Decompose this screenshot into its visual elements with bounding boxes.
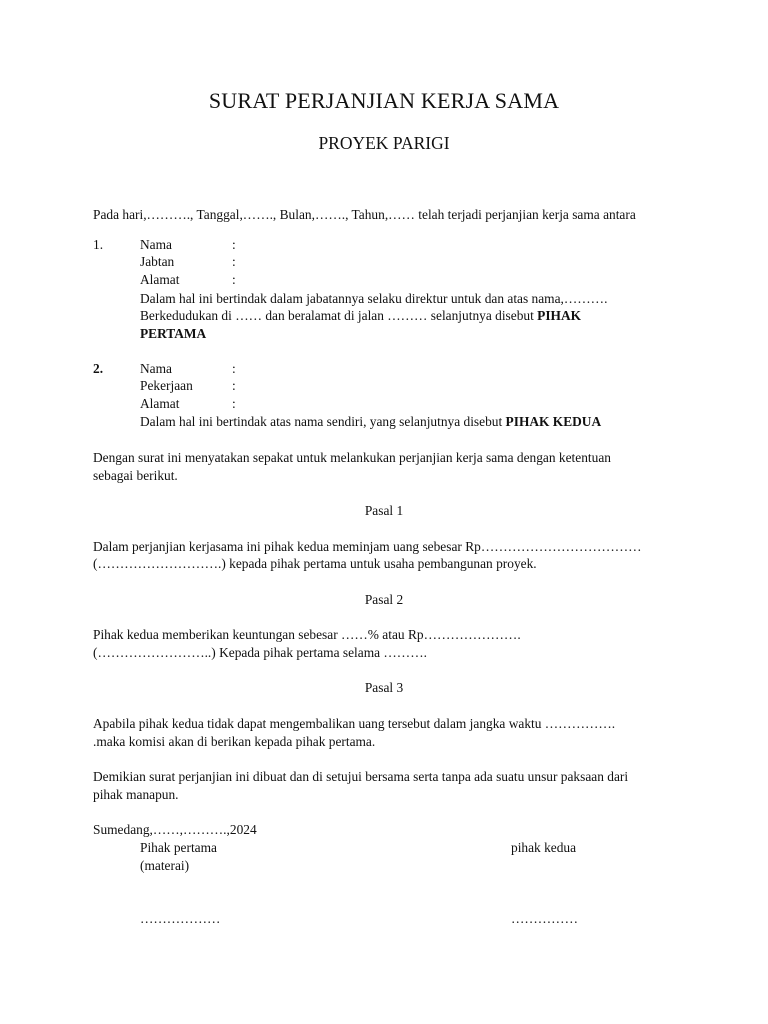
party1-statement-line1: Dalam hal ini bertindak dalam jabatannya selaku direktur untuk dan atas nama,……….: [140, 291, 608, 306]
party2-signature-label: pihak kedua: [511, 840, 577, 855]
party1-statement-line2-text: Berkedudukan di …… dan beralamat di jalan ……… selanjutnya disebut: [140, 308, 538, 323]
party2-number: [93, 360, 103, 378]
party2-number-bold: 2.: [93, 361, 104, 376]
party2-job-colon: :: [232, 378, 236, 393]
party2-name-label: Nama: [140, 361, 172, 376]
party2-address-label: Alamat: [140, 396, 180, 411]
closing-line2: pihak manapun.: [93, 787, 179, 802]
document-subtitle: PROYEK PARIGI: [318, 133, 450, 153]
party1-signature-label: Pihak pertama: [140, 840, 217, 855]
agreement-line2: sebagai berikut.: [93, 468, 178, 483]
agreement-line1: Dengan surat ini menyatakan sepakat untuk melankukan perjanjian kerja sama dengan ketentuan: [93, 450, 611, 465]
pasal2-line2: (……………………..) Kepada pihak pertama selama ……….: [93, 645, 427, 660]
party1-designation-bold: PERTAMA: [140, 326, 207, 341]
party2-signature-blank: ……………: [511, 911, 578, 926]
party1-designation-part1: PIHAK: [537, 308, 582, 323]
closing-line1: Demikian surat perjanjian ini dibuat dan di setujui bersama serta tanpa ada suatu unsur paksaan dari: [93, 769, 629, 784]
document-title: SURAT PERJANJIAN KERJA SAMA: [208, 88, 560, 113]
party1-signature-blank: ………………: [140, 911, 221, 926]
party1-address-label: Alamat: [140, 272, 180, 287]
pasal1-line1: Dalam perjanjian kerjasama ini pihak kedua meminjam uang sebesar Rp………………………………: [93, 539, 642, 554]
pasal1-heading: Pasal 1: [364, 503, 404, 518]
opening-paragraph: Pada hari,………., Tanggal,……., Bulan,……., Tahun,…… telah terjadi perjanjian kerja sama antara: [93, 207, 636, 222]
party1-statement-line2: [140, 307, 581, 325]
pasal2-heading: Pasal 2: [364, 592, 404, 607]
party1-address-colon: :: [232, 272, 236, 287]
party1-name-colon: :: [232, 237, 236, 252]
stamp-note: (materai): [140, 858, 190, 873]
party1-position-colon: :: [232, 254, 236, 269]
party2-name-colon: :: [232, 361, 236, 376]
pasal3-line1: Apabila pihak kedua tidak dapat mengembalikan uang tersebut dalam jangka waktu …………….: [93, 716, 616, 731]
party2-statement: [140, 413, 601, 431]
party1-name-label: Nama: [140, 237, 172, 252]
party2-address-colon: :: [232, 396, 236, 411]
party2-job-label: Pekerjaan: [140, 378, 193, 393]
pasal2-line1: Pihak kedua memberikan keuntungan sebesar ……% atau Rp………………….: [93, 627, 521, 642]
pasal1-line2: (……………………….) kepada pihak pertama untuk usaha pembangunan proyek.: [93, 556, 537, 571]
pasal3-heading: Pasal 3: [364, 680, 404, 695]
pasal3-line2: .maka komisi akan di berikan kepada pihak pertama.: [93, 734, 376, 749]
party1-number: 1.: [93, 237, 104, 252]
party1-position-label: Jabtan: [140, 254, 175, 269]
party1-designation-part2: [140, 325, 206, 343]
party2-designation: PIHAK KEDUA: [505, 414, 602, 429]
place-date: Sumedang,……,……….,2024: [93, 822, 257, 837]
party2-statement-text: Dalam hal ini bertindak atas nama sendiri, yang selanjutnya disebut: [140, 414, 506, 429]
